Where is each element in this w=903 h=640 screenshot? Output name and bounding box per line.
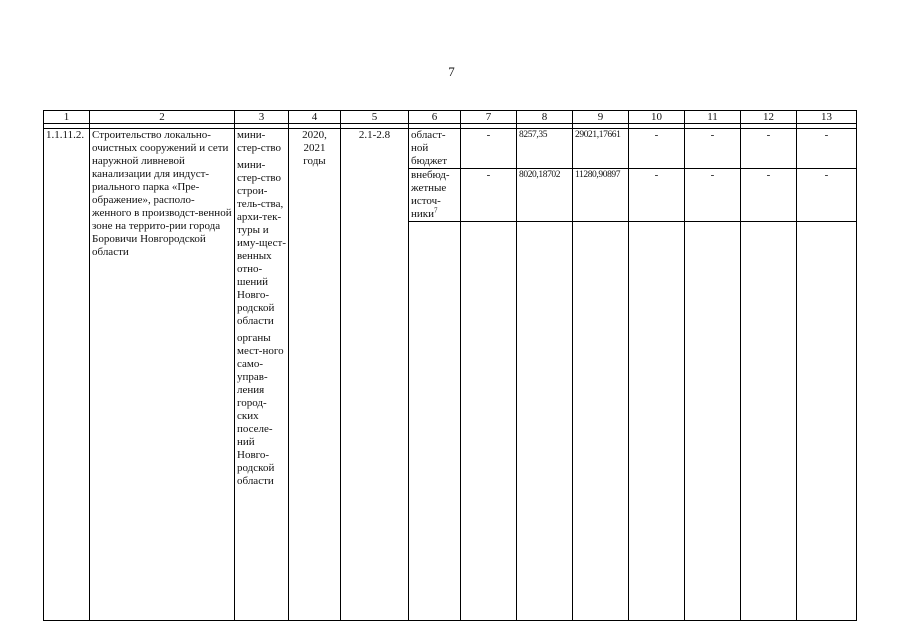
executor-ministry: мини-стер-ство	[237, 129, 282, 154]
column-header: 8	[517, 111, 573, 124]
value-col7: -	[461, 169, 517, 222]
funding-source: област-ной бюджет	[409, 129, 461, 169]
implementation-period: 2020, 2021 годы	[289, 129, 341, 621]
value-col9: 29021,17661	[573, 129, 629, 169]
value-col7: -	[461, 129, 517, 169]
executor-local-government: органы мест-ного само-управ-ления город-ских поселе-ний Новго-родской области	[237, 332, 284, 487]
column-header: 13	[797, 111, 857, 124]
value-col11: -	[685, 169, 741, 222]
value-col10: -	[629, 169, 685, 222]
funding-source-cell	[409, 169, 461, 222]
value-col9: 11280,90897	[573, 169, 629, 222]
column-header: 12	[741, 111, 797, 124]
column-header: 7	[461, 111, 517, 124]
column-header: 3	[235, 111, 289, 124]
value-col10: -	[629, 129, 685, 169]
value-col8: 8020,18702	[517, 169, 573, 222]
value-col12: -	[741, 129, 797, 169]
funding-source: внебюд-жетные источ-ники	[411, 169, 450, 220]
column-header: 9	[573, 111, 629, 124]
page-number: 7	[448, 64, 455, 79]
column-header: 11	[685, 111, 741, 124]
executors-cell	[235, 129, 289, 621]
target-indicator: 2.1-2.8	[341, 129, 409, 621]
footnote-marker: 7	[434, 206, 438, 215]
column-header: 10	[629, 111, 685, 124]
column-header: 1	[44, 111, 90, 124]
value-col13: -	[797, 129, 857, 169]
column-header: 6	[409, 111, 461, 124]
value-col8: 8257,35	[517, 129, 573, 169]
activity-description: Строительство локально-очистных сооружений и сети наружной ливневой канализации для индуст-риального парка «Пре-ображение», располо-женного в производст-венной зоне на террито-рии города Боровичи Новгородской области	[90, 129, 235, 621]
program-activities-table	[43, 110, 857, 621]
executor-ministry-construction: мини-стер-ство строи-тель-ства, архи-тек-туры и иму-щест-венных отно-шений Новго-родской области	[237, 159, 286, 327]
activity-code: 1.1.11.2.	[44, 129, 90, 621]
value-col12: -	[741, 169, 797, 222]
table-row-regional-budget	[44, 129, 857, 169]
value-col13: -	[797, 169, 857, 222]
column-header: 4	[289, 111, 341, 124]
column-header: 2	[90, 111, 235, 124]
value-col11: -	[685, 129, 741, 169]
column-header: 5	[341, 111, 409, 124]
table-header-row	[44, 111, 857, 124]
